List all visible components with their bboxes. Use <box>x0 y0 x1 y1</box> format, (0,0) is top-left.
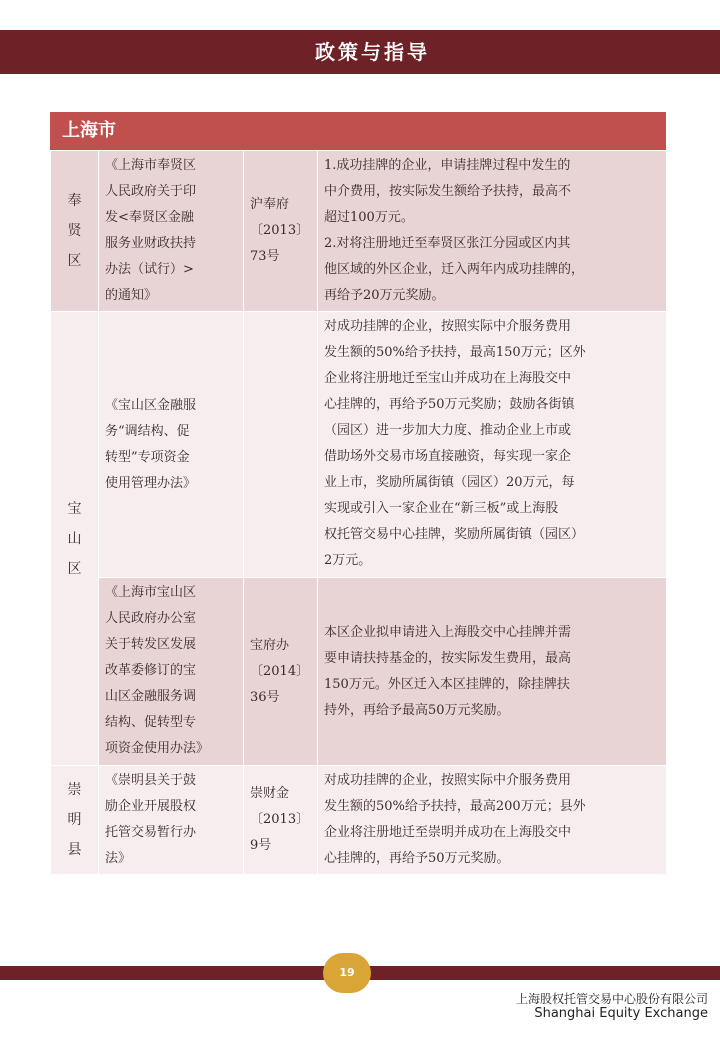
district-char: 奉 <box>67 193 82 209</box>
policy-cell <box>99 312 244 578</box>
policy-line: 法》 <box>105 851 132 866</box>
doc-number-line: 沪奉府 <box>250 197 290 212</box>
district-char: 崇 <box>67 782 82 798</box>
detail-line: （园区）进一步加大力度、推动企业上市或 <box>324 423 572 438</box>
district-char: 宝 <box>67 500 82 517</box>
details-cell <box>318 151 667 312</box>
policy-line: 《上海市奉贤区 <box>105 158 197 173</box>
detail-line: 2.对将注册地迁至奉贤区张江分园或区内其 <box>324 236 571 251</box>
section-header: 上海市 <box>50 112 666 150</box>
policy-line: 《宝山区金融服 <box>105 397 197 413</box>
doc-number-line: 崇财金 <box>250 786 290 801</box>
page-number-badge: 19 <box>323 953 371 993</box>
detail-line: 权托管交易中心挂牌，奖励所属街镇（园区） <box>324 527 585 542</box>
details-cell <box>318 578 667 766</box>
policy-cell <box>99 578 244 766</box>
policy-line: 办法（试行）> <box>105 262 194 277</box>
district-cell <box>51 766 99 875</box>
detail-line: 业上市，奖励所属街镇（园区）20万元，每 <box>324 475 575 490</box>
doc-number-line: 〔2014〕 <box>250 663 310 679</box>
doc-number-line: 9号 <box>250 838 272 853</box>
doc-number-line: 〔2013〕 <box>250 812 310 827</box>
district-char: 贤 <box>67 223 82 239</box>
doc-number-cell <box>244 766 318 875</box>
policy-line: 项资金使用办法》 <box>105 741 210 756</box>
doc-number-cell <box>244 151 318 312</box>
policy-line: 转型”专项资金 <box>105 449 190 465</box>
policy-line: 结构、促转型专 <box>105 715 197 730</box>
detail-line: 持外，再给予最高50万元奖励。 <box>324 702 510 718</box>
policy-line: 服务业财政扶持 <box>105 236 197 251</box>
doc-number-line: 36号 <box>250 689 280 705</box>
detail-line: 中介费用，按实际发生额给予扶持，最高不 <box>324 184 572 199</box>
policy-table-container <box>50 112 666 875</box>
table-row <box>51 312 667 578</box>
detail-line: 超过100万元。 <box>324 210 414 225</box>
detail-line: 要申请扶持基金的，按实际发生费用，最高 <box>324 650 572 666</box>
detail-line: 企业将注册地迁至崇明并成功在上海股交中 <box>324 825 572 840</box>
detail-line: 心挂牌的，再给予50万元奖励；鼓励各街镇 <box>324 397 575 412</box>
detail-line: 心挂牌的，再给予50万元奖励。 <box>324 851 510 866</box>
policy-line: 发<奉贤区金融 <box>105 210 194 225</box>
detail-line: 实现或引入一家企业在“新三板”或上海股 <box>324 501 559 516</box>
detail-line: 企业将注册地迁至宝山并成功在上海股交中 <box>324 371 572 386</box>
district-char: 区 <box>67 560 82 577</box>
company-name-en: Shanghai Equity Exchange <box>534 1006 708 1021</box>
table-row <box>51 578 667 766</box>
policy-line: 务“调结构、促 <box>105 423 190 439</box>
policy-line: 励企业开展股权 <box>105 799 197 814</box>
district-char: 山 <box>67 530 82 547</box>
policy-cell <box>99 766 244 875</box>
district-cell <box>51 312 99 766</box>
policy-line: 的通知》 <box>105 288 158 303</box>
doc-number-line: 宝府办 <box>250 637 290 653</box>
detail-line: 本区企业拟申请进入上海股交中心挂牌并需 <box>324 624 572 640</box>
detail-line: 2万元。 <box>324 553 372 568</box>
detail-line: 借助场外交易市场直接融资，每实现一家企 <box>324 449 572 464</box>
detail-line: 他区域的外区企业，迁入两年内成功挂牌的， <box>324 262 585 277</box>
policy-line: 人民政府关于印 <box>105 184 197 199</box>
details-cell <box>318 312 667 578</box>
table-row <box>51 151 667 312</box>
doc-number-line: 73号 <box>250 249 280 264</box>
page-title: 政策与指导 <box>315 40 430 64</box>
policy-line: 山区金融服务调 <box>105 689 197 704</box>
detail-line: 对成功挂牌的企业，按照实际中介服务费用 <box>324 773 572 788</box>
detail-line: 再给予20万元奖励。 <box>324 288 445 303</box>
policy-line: 人民政府办公室 <box>105 611 197 626</box>
policy-line: 关于转发区发展 <box>105 637 197 652</box>
doc-number-cell <box>244 578 318 766</box>
policy-line: 《上海市宝山区 <box>105 585 197 600</box>
policy-line: 改革委修订的宝 <box>105 663 197 678</box>
doc-number-line: 〔2013〕 <box>250 223 310 238</box>
details-cell <box>318 766 667 875</box>
detail-line: 1.成功挂牌的企业，申请挂牌过程中发生的 <box>324 158 571 173</box>
header-bar <box>0 30 720 74</box>
policy-line: 使用管理办法》 <box>105 475 197 491</box>
district-char: 县 <box>67 842 82 858</box>
doc-number-cell <box>244 312 318 578</box>
detail-line: 发生额的50%给予扶持，最高200万元；县外 <box>324 799 586 814</box>
policy-line: 《崇明县关于鼓 <box>105 773 197 788</box>
detail-line: 150万元。外区迁入本区挂牌的，除挂牌扶 <box>324 676 570 692</box>
policy-cell <box>99 151 244 312</box>
policy-line: 托管交易暂行办 <box>105 825 197 840</box>
company-name-cn: 上海股权托管交易中心股份有限公司 <box>515 992 708 1006</box>
detail-line: 对成功挂牌的企业，按照实际中介服务费用 <box>324 319 572 334</box>
district-char: 区 <box>67 253 82 269</box>
district-char: 明 <box>67 812 82 828</box>
district-cell <box>51 151 99 312</box>
detail-line: 发生额的50%给予扶持，最高150万元；区外 <box>324 345 586 360</box>
policy-table <box>50 150 667 875</box>
table-row <box>51 766 667 875</box>
